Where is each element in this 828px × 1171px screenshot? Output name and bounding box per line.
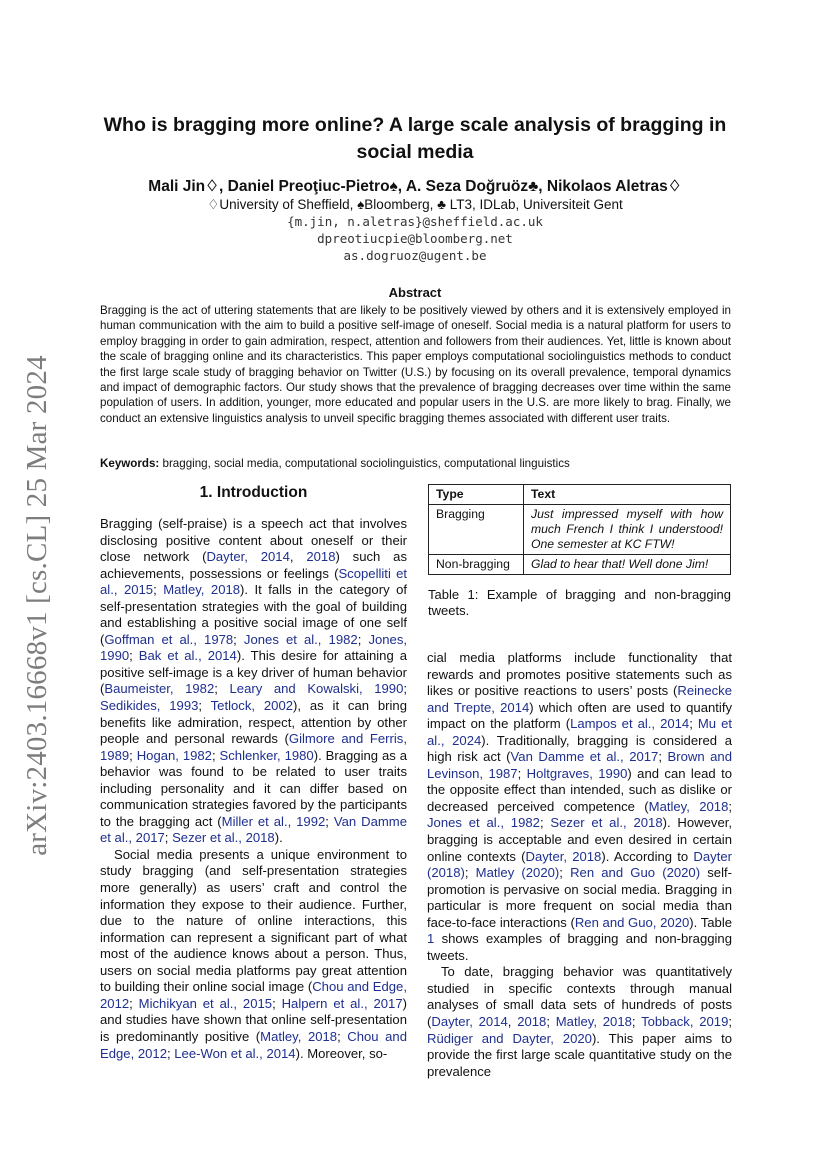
table-cell-text: Just impressed myself with how much French I think I understood! One semester at KC FTW!: [524, 505, 731, 555]
example-table: [428, 484, 731, 575]
paragraph: [427, 650, 732, 964]
keywords-list: bragging, social media, computational sociolinguistics, computational linguistics: [159, 457, 570, 470]
paragraph: [427, 964, 732, 1080]
body-text: ;: [728, 1014, 733, 1030]
body-text: ;: [129, 747, 137, 763]
citation-link[interactable]: Scopelliti et al., 2015: [100, 565, 407, 598]
citation-link[interactable]: Hogan, 1982: [136, 747, 212, 763]
arxiv-identifier-text: arXiv:2403.16668v1 [cs.CL] 25 Mar 2024: [20, 354, 53, 856]
body-text: ,: [289, 549, 307, 565]
keywords: [100, 456, 731, 471]
body-text: ,: [507, 1014, 518, 1030]
table-cell-text: Glad to hear that! Well done Jim!: [524, 555, 731, 575]
table-header-text: Text: [524, 485, 731, 505]
body-text: ). However, bragging is acceptable and even desired in certain online contexts (: [427, 815, 733, 864]
email-line-2: dpreotiucpie@bloomberg.net: [317, 231, 513, 246]
citation-link[interactable]: Mu et al., 2024: [427, 716, 733, 748]
body-text: ;: [166, 1045, 175, 1061]
table-header-row: [429, 485, 731, 505]
citation-link[interactable]: Halpern et al., 2017: [281, 995, 403, 1011]
table-cell-type: Bragging: [429, 505, 524, 555]
paper-title: [90, 112, 740, 166]
citation-link[interactable]: Matley, 2018: [260, 1028, 338, 1044]
citation-link[interactable]: Ren and Guo (2020): [570, 865, 701, 881]
citation-link[interactable]: 2018: [517, 1014, 547, 1030]
body-text: ;: [325, 813, 334, 829]
citation-link[interactable]: Michikyan et al., 2015: [138, 995, 273, 1011]
body-text: ;: [357, 631, 369, 647]
body-text: ;: [337, 1028, 348, 1044]
citation-link[interactable]: Sezer et al., 2018: [550, 815, 663, 831]
citation-link[interactable]: Van Damme et al., 2017: [510, 749, 659, 765]
body-text: ;: [464, 865, 476, 881]
body-text: ;: [198, 698, 211, 714]
citation-link[interactable]: Brown and Levinson, 1987: [427, 749, 732, 781]
citation-link[interactable]: Gilmore and Ferris, 1989: [100, 731, 407, 763]
body-text: ) and studies have shown that online self-presentation is predominantly positive (: [100, 995, 407, 1044]
email-line-1: {m.jin, n.aletras}@sheffield.ac.uk: [287, 214, 543, 229]
column-left: [100, 516, 407, 1062]
body-text: ) and can lead to the opposite effect than intended, such as dislike or decreased perceived competence (: [427, 765, 733, 814]
body-text: ). This desire for attaining a positive self-image is a key driver of human behavior (: [100, 648, 407, 697]
body-text: ). Table: [689, 914, 733, 930]
citation-link[interactable]: Jones et al., 1982: [427, 815, 540, 831]
abstract-heading: Abstract: [388, 285, 442, 300]
column-right: [427, 650, 732, 1080]
body-text: ;: [211, 747, 220, 763]
body-text: ;: [272, 995, 282, 1011]
body-text: ;: [129, 995, 139, 1011]
body-text: To date, bragging behavior was quantitatively studied in specific contexts through manual analyses of small data sets of hundreds of posts (: [427, 964, 732, 1030]
body-text: ;: [214, 681, 230, 697]
table-header-type: Type: [429, 485, 524, 505]
body-text: self-promotion is pervasive on social media. Bragging in particular is more frequent on social media than face-to-face interactions (: [427, 865, 732, 930]
keywords-label: Keywords:: [100, 457, 160, 470]
table-1: [428, 484, 731, 619]
body-text: ;: [631, 1014, 642, 1030]
body-text: ). Moreover, so-: [295, 1045, 388, 1061]
body-text: ) which often are used to quantify impact on the platform (: [427, 699, 733, 732]
affiliations: ♢University of Sheffield, ♠Bloomberg, ♣ LT3, IDLab, Universiteit Gent: [207, 197, 623, 212]
body-text: ). Bragging as a behavior was found to be related to user traits including personality and it can differ based on communication strategies favored by the participants to the bragging act (: [100, 747, 407, 829]
citation-link[interactable]: Miller et al., 1992: [221, 813, 326, 829]
citation-link[interactable]: Matley, 2018: [648, 798, 729, 814]
body-text: ). Traditionally, bragging is considered a high risk act (: [427, 732, 732, 765]
body-text: ;: [403, 681, 407, 697]
body-text: shows examples of bragging and non-bragging tweets.: [427, 931, 732, 963]
author-list: Mali Jin♢, Daniel Preoţiuc-Pietro♠, A. Seza Doğruöz♣, Nikolaos Aletras♢: [148, 178, 682, 195]
body-text: cial media platforms include functionality that rewards and promotes positive statements such as likes or positive reactions to users’ posts (: [427, 650, 732, 699]
body-text: ). It falls in the category of self-presentation strategies with the goal of building and establishing a positive social image of one self (: [100, 582, 408, 647]
body-text: ;: [559, 865, 571, 881]
citation-link[interactable]: Holtgraves, 1990: [526, 765, 628, 781]
citation-link[interactable]: 2018: [306, 549, 336, 565]
citation-link[interactable]: Chou and Edge, 2012: [100, 1028, 407, 1061]
citation-link[interactable]: Lampos et al., 2014: [570, 716, 690, 732]
email-line-3: as.dogruoz@ugent.be: [343, 248, 487, 263]
citation-link[interactable]: Dayter, 2018: [525, 848, 602, 864]
citation-link[interactable]: Jones et al., 1982: [243, 631, 358, 647]
citation-link[interactable]: Rüdiger and Dayter, 2020: [427, 1030, 592, 1046]
citation-link[interactable]: Schlenker, 1980: [219, 747, 314, 763]
citation-link[interactable]: Lee-Won et al., 2014: [174, 1045, 296, 1061]
body-text: ;: [153, 582, 164, 598]
citation-link[interactable]: Goffman et al., 1978: [104, 631, 234, 647]
body-text: ;: [164, 830, 173, 846]
citation-link[interactable]: Matley, 2018: [163, 582, 241, 598]
citation-link[interactable]: 1: [427, 931, 435, 947]
citation-link[interactable]: Jones, 1990: [100, 631, 408, 664]
citation-link[interactable]: Bak et al., 2014: [138, 648, 237, 664]
body-text: ), as it can bring benefits like admiration, respect, attention by other people and personal rewards (: [100, 698, 407, 747]
citation-link[interactable]: Ren and Guo, 2020: [574, 914, 690, 930]
body-text: ). This paper aims to provide the first large scale quantitative study on the prevalence: [427, 1030, 732, 1079]
paper-title-line-2: social media: [356, 141, 474, 163]
citation-link[interactable]: Tobback, 2019: [641, 1014, 729, 1030]
citation-link[interactable]: Van Damme et al., 2017: [100, 813, 407, 846]
table-row: [429, 505, 731, 555]
body-text: ) such as achievements, possessions or feelings (: [100, 549, 407, 581]
table-caption: Table 1: Example of bragging and non-bragging tweets.: [428, 587, 731, 618]
citation-link[interactable]: Matley, 2018: [555, 1014, 632, 1030]
body-text: ). According to: [601, 848, 694, 864]
citation-link[interactable]: Baumeister, 1982: [104, 681, 215, 697]
citation-link[interactable]: Dayter, 2014: [431, 1014, 508, 1030]
citation-link[interactable]: Tetlock, 2002: [210, 698, 294, 714]
citation-link[interactable]: Reinecke and Trepte, 2014: [427, 683, 732, 715]
paper-title-line-1: Who is bragging more online? A large scale analysis of bragging in: [103, 114, 727, 136]
citation-link[interactable]: Sezer et al., 2018: [172, 830, 275, 846]
table-row: [429, 555, 731, 575]
citation-link[interactable]: Chou and Edge, 2012: [100, 979, 407, 1011]
table-cell-type: Non-bragging: [429, 555, 524, 575]
body-text: ;: [728, 798, 733, 814]
citation-link[interactable]: Leary and Kowalski, 1990: [229, 681, 404, 697]
body-text: ;: [546, 1014, 556, 1030]
body-text: ;: [689, 716, 698, 732]
paragraph: [100, 516, 407, 847]
citation-link[interactable]: Sedikides, 1993: [100, 698, 199, 714]
section-heading-introduction: 1. Introduction: [199, 484, 308, 501]
body-text: ;: [517, 765, 527, 781]
citation-link[interactable]: Matley (2020): [475, 865, 560, 881]
body-text: ).: [274, 830, 283, 846]
body-text: ;: [233, 631, 244, 647]
body-text: Social media presents a unique environment to study bragging (and self-presentation strategies more generally) as users’ craft and control the information they expose to their audience. Further, due to the nature of online interactions, this information can represent a significant part of what most of the audience knows about a person. Thus, users on social media platforms pay great attention to building their online social image (: [100, 846, 407, 995]
abstract-body: Bragging is the act of uttering statements that are likely to be positively viewed by others and it is extensively employed in human communication with the aim to build a positive self-image of oneself. Social media is a natural platform for users to employ bragging in order to gain admiration, respect, attention and followers from their audiences. Yet, little is known about the scale of bragging online and its characteristics. This paper employs computational sociolinguistics methods to conduct the first large scale study of bragging behavior on Twitter (U.S.) by focusing on its overall prevalence, temporal dynamics and impact of demographic factors. Our study shows that the prevalence of bragging decreases over time within the same population of users. In addition, younger, more educated and popular users in the U.S. are more likely to brag. Finally, we conduct an extensive linguistics analysis to unveil specific bragging themes associated with different user traits.: [100, 304, 731, 425]
arxiv-identifier: [12, 354, 62, 856]
body-text: ;: [539, 815, 551, 831]
body-text: Bragging (self-praise) is a speech act that involves disclosing positive content about oneself or their close network (: [100, 516, 407, 565]
citation-link[interactable]: Dayter (2018): [427, 848, 732, 881]
body-text: ;: [129, 648, 139, 664]
paragraph: [100, 847, 407, 1062]
body-text: ;: [658, 749, 668, 765]
citation-link[interactable]: Dayter, 2014: [206, 549, 290, 565]
